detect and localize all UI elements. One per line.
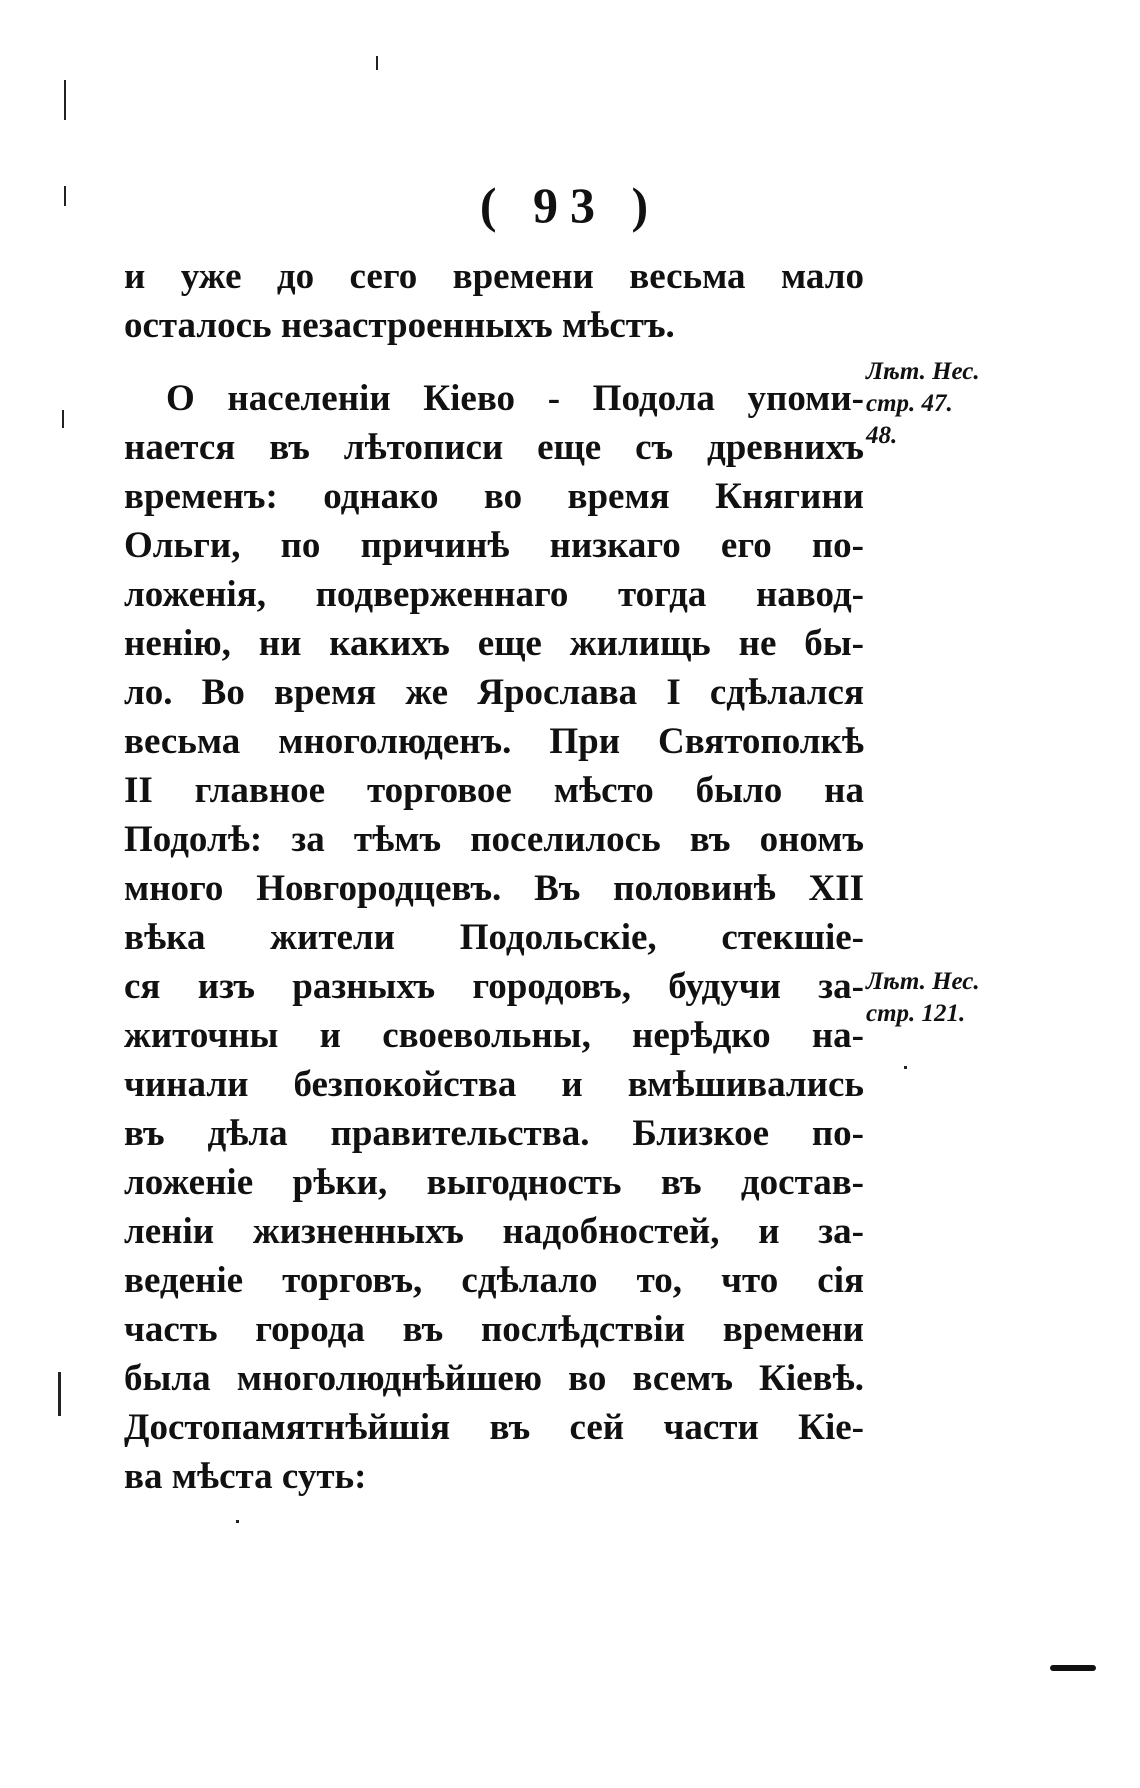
text-line: ложенiе рѣки, выгодность въ достав- (124, 1162, 864, 1203)
text-line: ненiю, ни какихъ еще жилищь не бы- (124, 623, 864, 664)
text-line: много Новгородцевъ. Въ половинѣ XII (124, 868, 864, 909)
scan-speck (904, 1066, 907, 1069)
scan-speck (58, 1372, 61, 1416)
margin-note (866, 966, 980, 1030)
text-line: чинали безпокойства и вмѣшивались (124, 1064, 864, 1105)
paragraph-2 (124, 374, 864, 1501)
scan-speck (62, 410, 64, 428)
paragraph-1 (124, 252, 864, 350)
scan-speck (376, 56, 378, 70)
text-line: житочны и своевольны, нерѣдко на- (124, 1015, 864, 1056)
text-line: ло. Во время же Ярослава I сдѣлался (124, 672, 864, 713)
margin-note-line: стр. 121. (866, 1000, 966, 1027)
text-line: часть города въ послѣдствiи времени (124, 1309, 864, 1350)
text-line: ся изъ разныхъ городовъ, будучи за- (124, 966, 864, 1007)
text-line: ленiи жизненныхъ надобностей, и за- (124, 1211, 864, 1252)
margin-note-line: Лѣт. Нес. (866, 968, 980, 995)
scan-speck (64, 186, 66, 206)
text-line: осталось незастроенныхъ мѣстъ. (124, 305, 675, 346)
margin-note-line: 48. (866, 422, 898, 449)
text-line: и уже до сего времени весьма мало (124, 256, 864, 297)
body-text (124, 252, 864, 1501)
margin-note (866, 356, 980, 452)
scan-speck (236, 1520, 239, 1523)
text-line: Подолѣ: за тѣмъ поселилось въ ономъ (124, 819, 864, 860)
text-line: въ дѣла правительства. Близкое по- (124, 1113, 864, 1154)
margin-note-line: Лѣт. Нес. (866, 358, 980, 385)
text-line: временъ: однако во время Княгини (124, 476, 864, 517)
text-line: Ольги, по причинѣ низкаго его по- (124, 525, 864, 566)
text-line: О населенiи Кiево - Подола упоми- (166, 378, 864, 419)
text-line: Достопамятнѣйшiя въ сей части Кiе- (124, 1407, 864, 1448)
text-line: вѣка жители Подольскiе, стекшiе- (124, 917, 864, 958)
text-line: II главное торговое мѣсто было на (124, 770, 864, 811)
text-line: была многолюднѣйшею во всемъ Кiевѣ. (124, 1358, 864, 1399)
scan-speck (64, 80, 66, 120)
page-number: ( 93 ) (479, 177, 661, 233)
text-line: ложенiя, подверженнаго тогда навод- (124, 574, 864, 615)
text-line: веденiе торговъ, сдѣлало то, что сiя (124, 1260, 864, 1301)
scan-dash (1050, 1665, 1096, 1671)
margin-note-line: стр. 47. (866, 390, 953, 417)
text-line: нается въ лѣтописи еще съ древнихъ (124, 427, 864, 468)
text-line: весьма многолюденъ. При Святополкѣ (124, 721, 864, 762)
text-line: ва мѣста суть: (124, 1456, 367, 1497)
